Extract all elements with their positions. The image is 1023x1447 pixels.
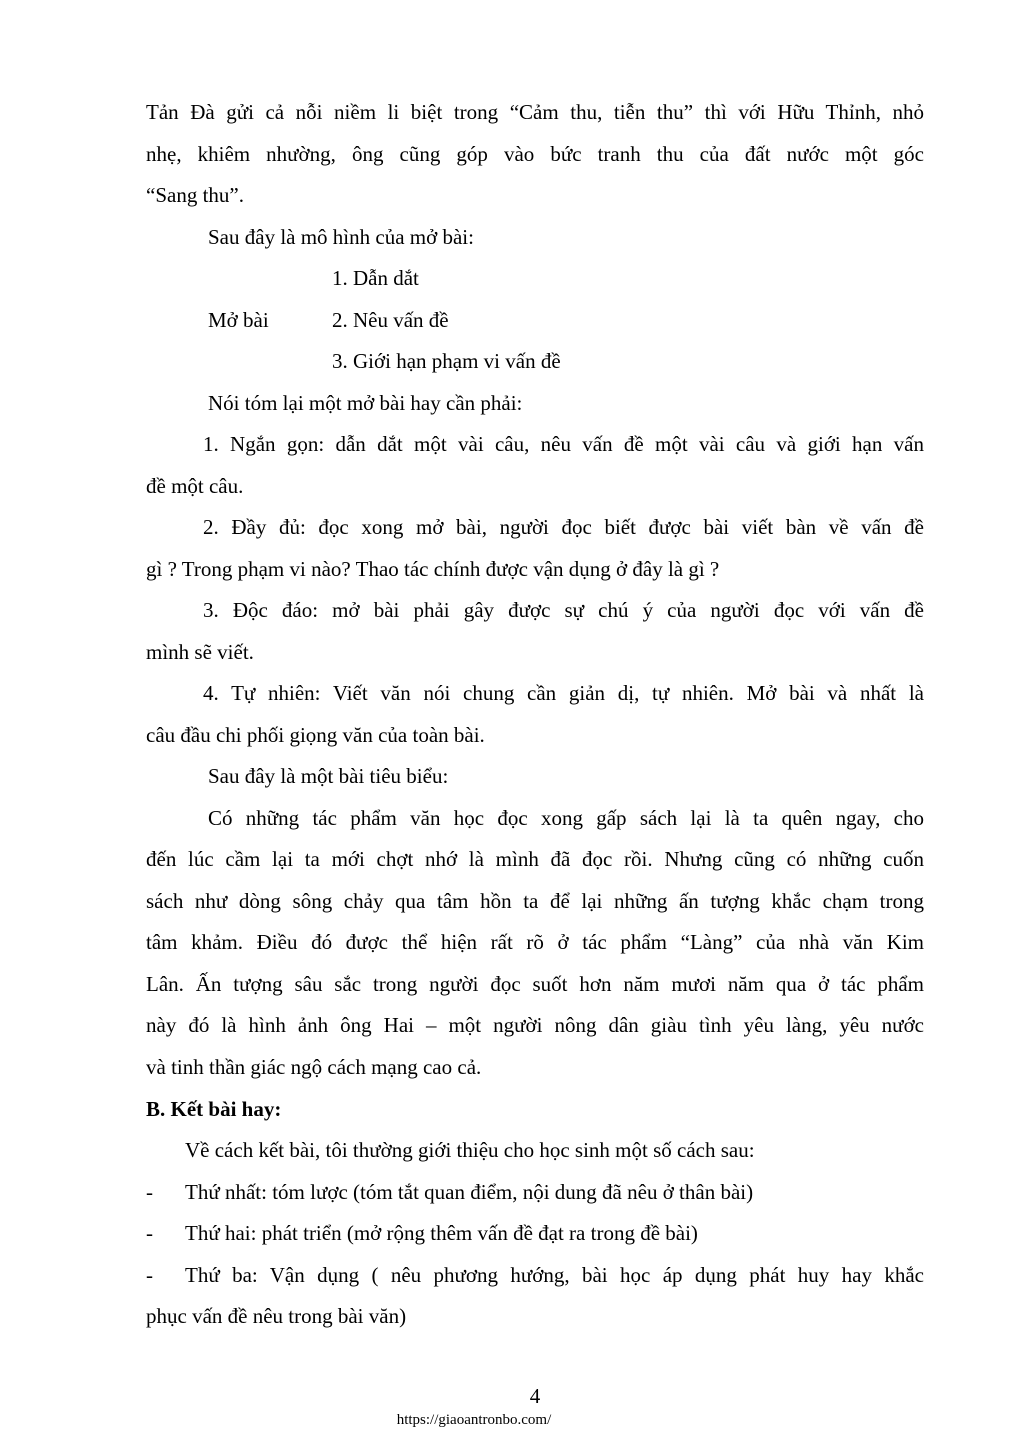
model-item-3: 3. Giới hạn phạm vi vấn đề xyxy=(332,349,561,373)
paragraph-line: gì ? Trong phạm vi nào? Thao tác chính được vận dụng ở đây là gì ? xyxy=(146,557,720,581)
bullet-dash: - xyxy=(146,1263,153,1287)
model-label: Mở bài xyxy=(208,308,269,332)
footer-url[interactable]: https://giaoantronbo.com/ xyxy=(396,1412,552,1428)
model-item-1: 1. Dẫn dắt xyxy=(332,266,419,290)
paragraph-line: Nói tóm lại một mở bài hay cần phải: xyxy=(208,391,523,415)
list-item-3: 3. Độc đáo: mở bài phải gây được sự chú ý của người đọc với vấn đề xyxy=(203,598,924,622)
paragraph-line: sách như dòng sông chảy qua tâm hồn ta để lại những ấn tượng khắc chạm trong xyxy=(146,889,924,913)
bullet-item-1: Thứ nhất: tóm lược (tóm tắt quan điểm, nội dung đã nêu ở thân bài) xyxy=(185,1180,754,1204)
bullet-dash: - xyxy=(146,1180,153,1204)
paragraph-line: câu đầu chi phối giọng văn của toàn bài. xyxy=(146,723,485,747)
paragraph-line: Về cách kết bài, tôi thường giới thiệu cho học sinh một số cách sau: xyxy=(185,1138,755,1162)
paragraph-line: Sau đây là mô hình của mở bài: xyxy=(208,225,474,249)
paragraph-line: tâm khảm. Điều đó được thể hiện rất rõ ở tác phẩm “Làng” của nhà văn Kim xyxy=(146,930,924,954)
list-item-2: 2. Đầy đủ: đọc xong mở bài, người đọc biết được bài viết bàn về vấn đề xyxy=(203,515,924,539)
bullet-item-3: Thứ ba: Vận dụng ( nêu phương hướng, bài học áp dụng phát huy hay khắc xyxy=(185,1263,924,1287)
paragraph-line: này đó là hình ảnh ông Hai – một người nông dân giàu tình yêu làng, yêu nước xyxy=(146,1013,924,1037)
paragraph-line: và tinh thần giác ngộ cách mạng cao cả. xyxy=(146,1055,482,1079)
paragraph-line: mình sẽ viết. xyxy=(146,640,254,664)
paragraph-line: phục vấn đề nêu trong bài văn) xyxy=(146,1304,407,1328)
paragraph-line: Có những tác phẩm văn học đọc xong gấp sách lại là ta quên ngay, cho xyxy=(208,806,924,830)
model-item-2: 2. Nêu vấn đề xyxy=(332,308,449,332)
paragraph-line: “Sang thu”. xyxy=(146,183,244,207)
paragraph-line: đến lúc cầm lại ta mới chợt nhớ là mình đã đọc rồi. Nhưng cũng có những cuốn xyxy=(146,847,924,871)
bullet-dash: - xyxy=(146,1221,153,1245)
paragraph-line: nhẹ, khiêm nhường, ông cũng góp vào bức tranh thu của đất nước một góc xyxy=(146,142,924,166)
page-number: 4 xyxy=(529,1384,541,1408)
list-item-4: 4. Tự nhiên: Viết văn nói chung cần giản dị, tự nhiên. Mở bài và nhất là xyxy=(203,681,924,705)
section-heading: B. Kết bài hay: xyxy=(146,1097,282,1121)
paragraph-line: đề một câu. xyxy=(146,474,244,498)
paragraph-line: Sau đây là một bài tiêu biểu: xyxy=(208,764,449,788)
paragraph-line: Lân. Ấn tượng sâu sắc trong người đọc suốt hơn năm mươi năm qua ở tác phẩm xyxy=(146,972,924,996)
bullet-item-2: Thứ hai: phát triển (mở rộng thêm vấn đề đạt ra trong đề bài) xyxy=(185,1221,698,1245)
list-item-1: 1. Ngắn gọn: dẫn dắt một vài câu, nêu vấn đề một vài câu và giới hạn vấn xyxy=(203,432,924,456)
paragraph-line: Tản Đà gửi cả nỗi niềm li biệt trong “Cảm thu, tiễn thu” thì với Hữu Thỉnh, nhỏ xyxy=(146,100,924,124)
